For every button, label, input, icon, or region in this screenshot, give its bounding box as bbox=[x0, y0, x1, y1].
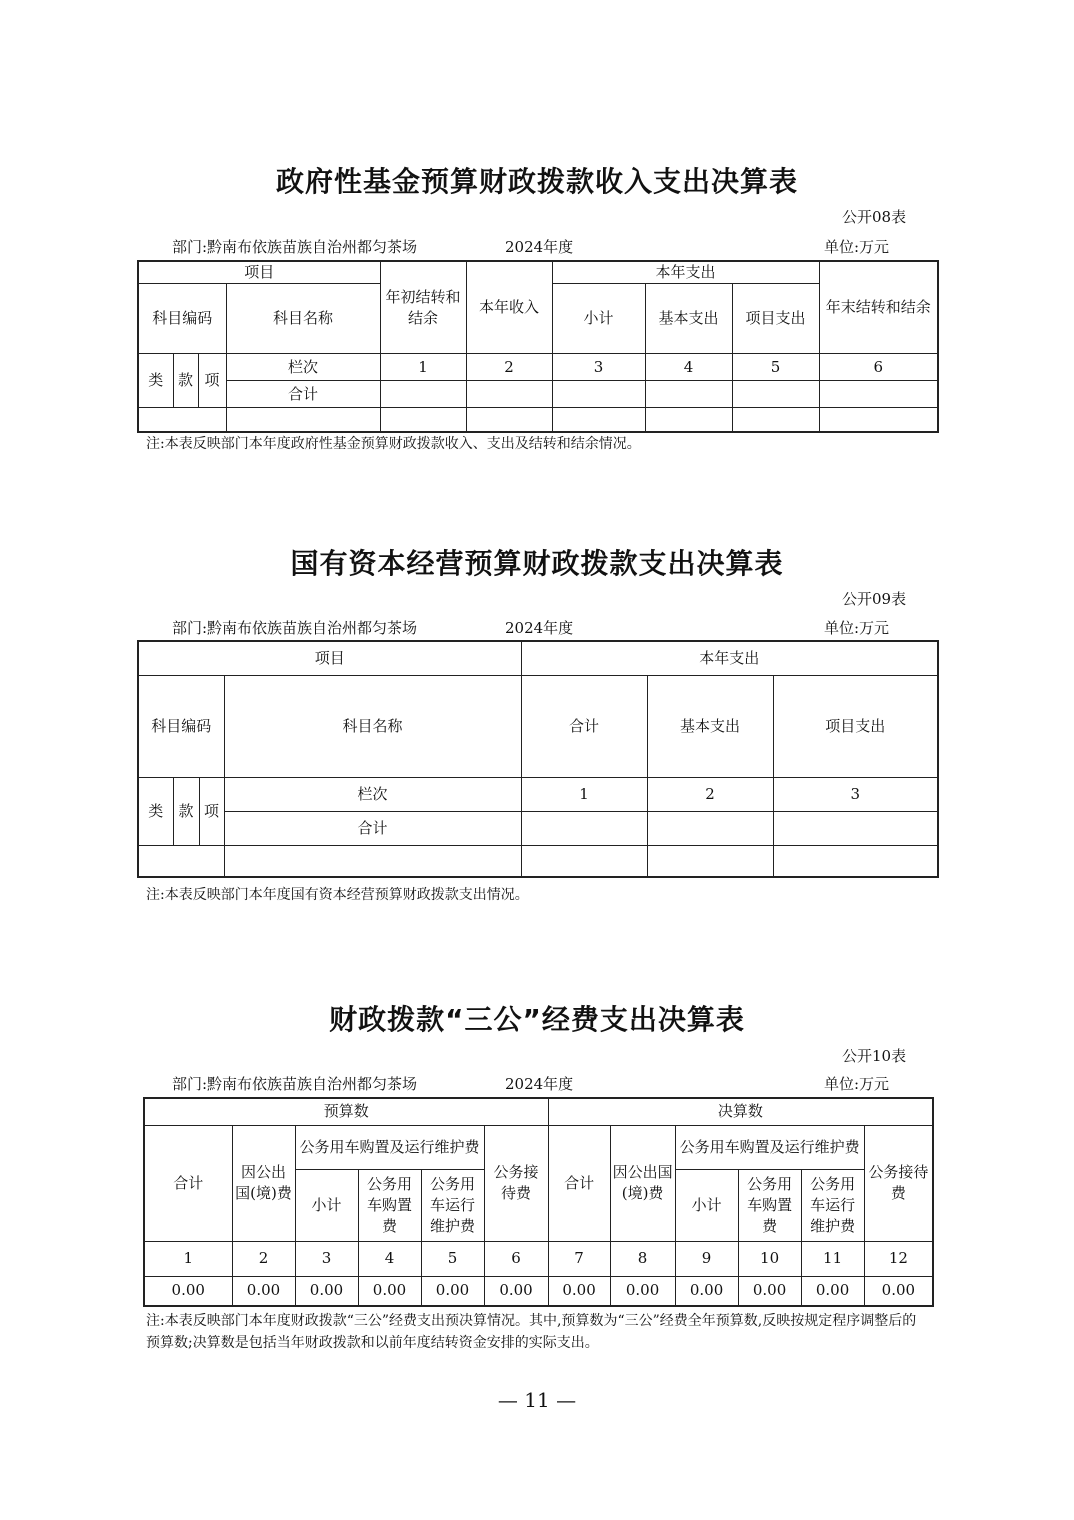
col-num: 3 bbox=[295, 1241, 358, 1276]
header-xiang: 项 bbox=[198, 354, 226, 408]
cell bbox=[773, 845, 938, 877]
header-expense: 本年支出 bbox=[521, 641, 938, 675]
header-item: 项目 bbox=[138, 641, 521, 675]
value-cell: 0.00 bbox=[864, 1276, 933, 1306]
col-num: 2 bbox=[232, 1241, 295, 1276]
header-lei: 类 bbox=[138, 354, 173, 408]
row-total: 合计 bbox=[224, 811, 521, 845]
row-lanci: 栏次 bbox=[226, 354, 380, 381]
header-final: 决算数 bbox=[548, 1098, 933, 1125]
table10-unit: 单位:万元 bbox=[824, 1075, 890, 1093]
value-cell: 0.00 bbox=[421, 1276, 484, 1306]
table08-note: 注:本表反映部门本年度政府性基金预算财政拨款收入、支出及结转和结余情况。 bbox=[146, 436, 641, 452]
header-basic: 基本支出 bbox=[647, 675, 773, 777]
cell bbox=[732, 381, 819, 408]
cell bbox=[466, 381, 552, 408]
header-kuan: 款 bbox=[173, 354, 198, 408]
col-num: 4 bbox=[358, 1241, 421, 1276]
table08-unit: 单位:万元 bbox=[824, 238, 890, 256]
cell bbox=[552, 381, 645, 408]
header-budget: 预算数 bbox=[144, 1098, 548, 1125]
header-reception: 公务接待费 bbox=[864, 1125, 933, 1241]
header-total: 合计 bbox=[548, 1125, 610, 1241]
cell bbox=[552, 408, 645, 432]
cell bbox=[647, 811, 773, 845]
header-code: 科目编码 bbox=[138, 284, 226, 354]
table10-department: 部门:黔南布依族苗族自治州都匀茶场 bbox=[172, 1075, 418, 1093]
col-num: 5 bbox=[421, 1241, 484, 1276]
header-item: 项目 bbox=[138, 261, 380, 284]
header-xiang: 项 bbox=[199, 777, 224, 845]
col-num: 6 bbox=[819, 354, 938, 381]
cell bbox=[819, 408, 938, 432]
row-lanci: 栏次 bbox=[224, 777, 521, 811]
header-subtotal: 小计 bbox=[675, 1169, 738, 1241]
value-cell: 0.00 bbox=[484, 1276, 548, 1306]
cell bbox=[645, 381, 732, 408]
table10-year: 2024年度 bbox=[505, 1075, 574, 1093]
header-purchase: 公务用车购置费 bbox=[358, 1169, 421, 1241]
header-abroad: 因公出国(境)费 bbox=[610, 1125, 675, 1241]
col-num: 11 bbox=[801, 1241, 864, 1276]
cell bbox=[226, 408, 380, 432]
header-operation: 公务用车运行维护费 bbox=[421, 1169, 484, 1241]
cell bbox=[224, 845, 521, 877]
header-reception: 公务接待费 bbox=[484, 1125, 548, 1241]
cell bbox=[380, 408, 466, 432]
value-cell: 0.00 bbox=[232, 1276, 295, 1306]
col-num: 2 bbox=[647, 777, 773, 811]
table08-title: 政府性基金预算财政拨款收入支出决算表 bbox=[275, 165, 798, 198]
col-num: 2 bbox=[466, 354, 552, 381]
header-subtotal: 小计 bbox=[295, 1169, 358, 1241]
value-cell: 0.00 bbox=[358, 1276, 421, 1306]
cell bbox=[819, 381, 938, 408]
header-total: 合计 bbox=[521, 675, 647, 777]
value-cell: 0.00 bbox=[295, 1276, 358, 1306]
header-expense: 本年支出 bbox=[552, 261, 819, 284]
header-vehicle: 公务用车购置及运行维护费 bbox=[675, 1125, 864, 1169]
value-cell: 0.00 bbox=[738, 1276, 801, 1306]
col-num: 9 bbox=[675, 1241, 738, 1276]
header-project: 项目支出 bbox=[773, 675, 938, 777]
cell bbox=[773, 811, 938, 845]
cell bbox=[645, 408, 732, 432]
col-num: 3 bbox=[552, 354, 645, 381]
col-num: 3 bbox=[773, 777, 938, 811]
header-vehicle: 公务用车购置及运行维护费 bbox=[295, 1125, 484, 1169]
col-num: 1 bbox=[521, 777, 647, 811]
header-basic: 基本支出 bbox=[645, 284, 732, 354]
value-cell: 0.00 bbox=[548, 1276, 610, 1306]
cell bbox=[380, 381, 466, 408]
table08 bbox=[137, 260, 939, 433]
header-carry-begin: 年初结转和结余 bbox=[380, 261, 466, 354]
table09-title: 国有资本经营预算财政拨款支出决算表 bbox=[290, 547, 784, 580]
header-name: 科目名称 bbox=[224, 675, 521, 777]
col-num: 5 bbox=[732, 354, 819, 381]
header-project: 项目支出 bbox=[732, 284, 819, 354]
cell bbox=[521, 845, 647, 877]
col-num: 12 bbox=[864, 1241, 933, 1276]
table08-code: 公开08表 bbox=[842, 208, 907, 226]
table10-code: 公开10表 bbox=[842, 1047, 907, 1065]
page-number: — 11 — bbox=[497, 1388, 577, 1412]
header-carry-end: 年末结转和结余 bbox=[819, 261, 938, 354]
cell bbox=[732, 408, 819, 432]
col-num: 1 bbox=[380, 354, 466, 381]
header-purchase: 公务用车购置费 bbox=[738, 1169, 801, 1241]
col-num: 10 bbox=[738, 1241, 801, 1276]
table09-note: 注:本表反映部门本年度国有资本经营预算财政拨款支出情况。 bbox=[146, 887, 529, 903]
table10-note: 注:本表反映部门本年度财政拨款“三公”经费支出预决算情况。其中,预算数为“三公”经费全年预算数,反映按规定程序调整后的预算数;决算数是包括当年财政拨款和以前年度结转资金安排的实际支出。 bbox=[146, 1313, 917, 1351]
col-num: 8 bbox=[610, 1241, 675, 1276]
table09-unit: 单位:万元 bbox=[824, 619, 890, 637]
cell bbox=[521, 811, 647, 845]
table10 bbox=[143, 1097, 934, 1307]
cell bbox=[138, 408, 226, 432]
header-operation: 公务用车运行维护费 bbox=[801, 1169, 864, 1241]
table10-title: 财政拨款“三公”经费支出决算表 bbox=[329, 1003, 745, 1036]
col-num: 6 bbox=[484, 1241, 548, 1276]
table09-code: 公开09表 bbox=[842, 590, 907, 608]
header-total: 合计 bbox=[144, 1125, 232, 1241]
value-cell: 0.00 bbox=[801, 1276, 864, 1306]
table09 bbox=[137, 640, 939, 878]
header-income: 本年收入 bbox=[466, 261, 552, 354]
header-abroad: 因公出国(境)费 bbox=[232, 1125, 295, 1241]
row-total: 合计 bbox=[226, 381, 380, 408]
cell bbox=[647, 845, 773, 877]
col-num: 4 bbox=[645, 354, 732, 381]
header-name: 科目名称 bbox=[226, 284, 380, 354]
table09-department: 部门:黔南布依族苗族自治州都匀茶场 bbox=[172, 619, 418, 637]
header-code: 科目编码 bbox=[138, 675, 224, 777]
col-num: 7 bbox=[548, 1241, 610, 1276]
value-cell: 0.00 bbox=[144, 1276, 232, 1306]
header-kuan: 款 bbox=[173, 777, 199, 845]
header-subtotal: 小计 bbox=[552, 284, 645, 354]
value-cell: 0.00 bbox=[610, 1276, 675, 1306]
table08-year: 2024年度 bbox=[505, 238, 574, 256]
cell bbox=[466, 408, 552, 432]
table08-department: 部门:黔南布依族苗族自治州都匀茶场 bbox=[172, 238, 418, 256]
value-cell: 0.00 bbox=[675, 1276, 738, 1306]
header-lei: 类 bbox=[138, 777, 173, 845]
col-num: 1 bbox=[144, 1241, 232, 1276]
table09-year: 2024年度 bbox=[505, 619, 574, 637]
cell bbox=[138, 845, 224, 877]
